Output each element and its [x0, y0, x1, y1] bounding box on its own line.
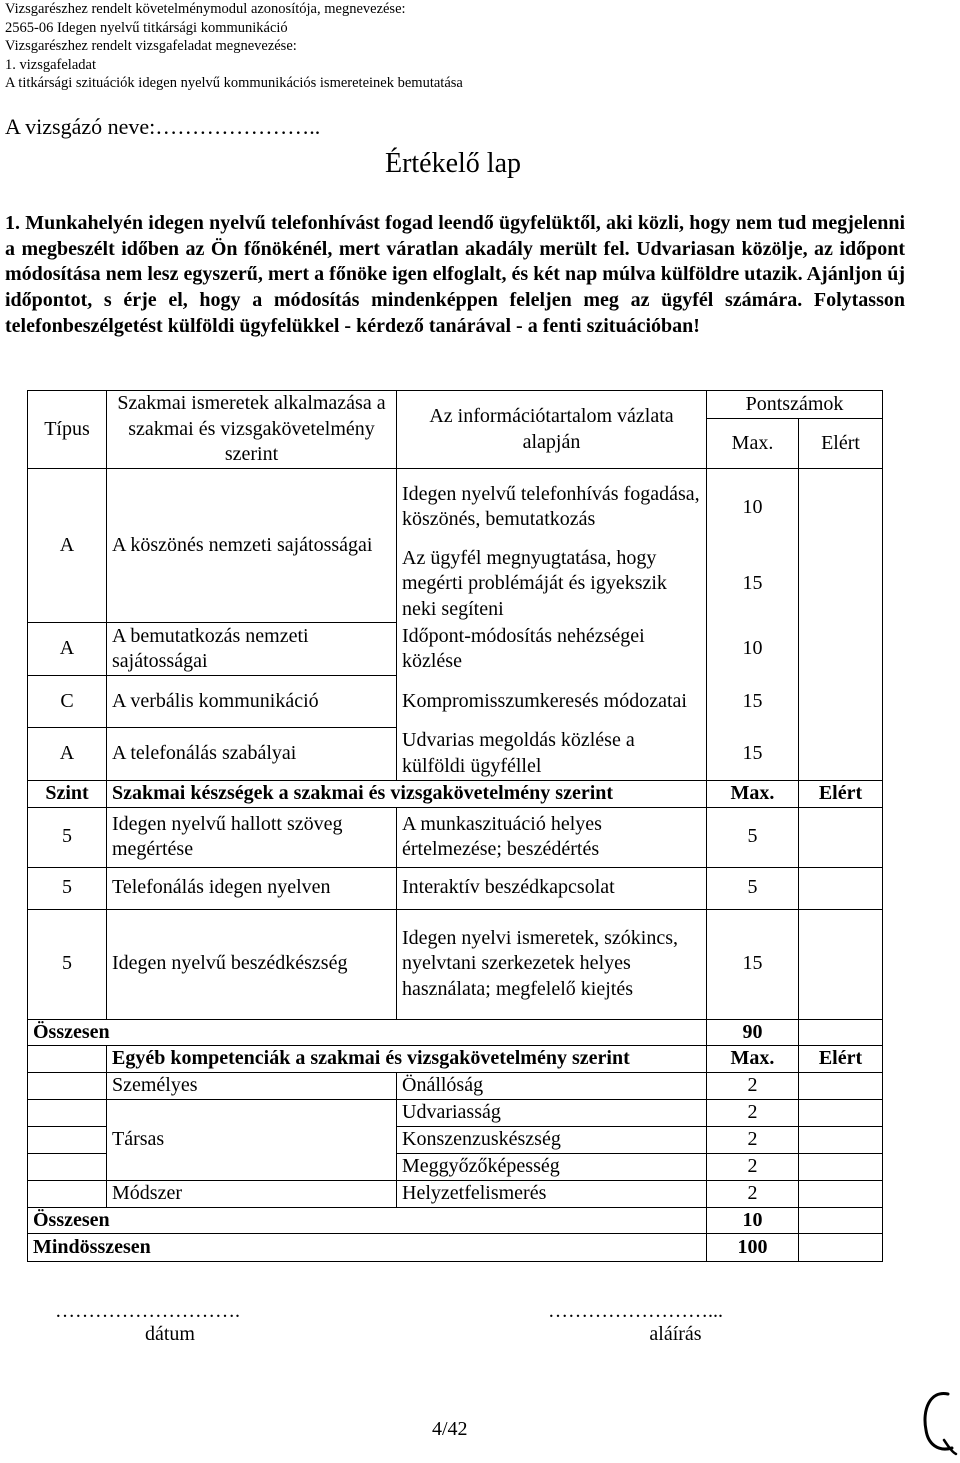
table-header-row — [28, 391, 883, 419]
candidate-name-label: A vizsgázó neve:………………….. — [5, 114, 321, 139]
header-line: Vizsgarészhez rendelt vizsgafeladat megnevezése: — [5, 38, 297, 55]
row-type: C — [28, 676, 107, 728]
empty-cell — [28, 1046, 107, 1073]
subtotal-row — [28, 1207, 883, 1234]
col-header-max: Max. — [707, 781, 799, 808]
page-number: 4/42 — [432, 1418, 468, 1440]
row-max: 2 — [707, 1099, 799, 1126]
row-max: 2 — [707, 1072, 799, 1099]
row-info: Időpont-módosítás nehézségei közlése — [397, 623, 707, 676]
row-max: 5 — [707, 807, 799, 867]
row-max: 2 — [707, 1126, 799, 1153]
document-header — [5, 0, 463, 93]
row-type: A — [28, 469, 107, 623]
col-header-level: Szint — [28, 781, 107, 808]
row-max: 15 — [707, 909, 799, 1019]
table-row — [28, 623, 883, 676]
row-info: Idegen nyelvi ismeretek, szókincs, nyelvtani szerkezetek helyes használata; megfelelő kiejtés — [397, 909, 707, 1019]
signature-label: aláírás — [649, 1323, 702, 1345]
row-earned — [799, 867, 883, 909]
section-title-other: Egyéb kompetenciák a szakmai és vizsgakövetelmény szerint — [107, 1046, 707, 1073]
grand-total-row — [28, 1234, 883, 1262]
evaluation-table — [27, 390, 883, 1262]
row-earned — [799, 676, 883, 728]
row-max: 15 — [707, 728, 799, 781]
subtotal-label: Összesen — [28, 1207, 707, 1234]
row-knowledge: A telefonálás szabályai — [107, 728, 397, 781]
row-item: Helyzetfelismerés — [397, 1180, 707, 1207]
table-row — [28, 807, 883, 867]
row-level: 5 — [28, 867, 107, 909]
section-header-row — [28, 781, 883, 808]
table-row — [28, 1180, 883, 1207]
row-type: A — [28, 728, 107, 781]
page-title: Értékelő lap — [384, 148, 522, 179]
row-max: 15 — [707, 676, 799, 728]
row-knowledge: A bemutatkozás nemzeti sajátosságai — [107, 623, 397, 676]
table-row — [28, 728, 883, 781]
row-level: 5 — [28, 807, 107, 867]
row-max: 10 — [707, 469, 799, 546]
row-knowledge: A köszönés nemzeti sajátosságai — [107, 469, 397, 623]
col-header-earned: Elért — [799, 1046, 883, 1073]
row-group: Személyes — [107, 1072, 397, 1099]
row-earned — [799, 728, 883, 781]
row-earned — [799, 1153, 883, 1180]
row-skill: Telefonálás idegen nyelven — [107, 867, 397, 909]
signature-dots: ……………………... — [548, 1300, 723, 1322]
section-title-skills: Szakmai készségek a szakmai és vizsgakövetelmény szerint — [107, 781, 707, 808]
col-header-points: Pontszámok — [707, 391, 883, 419]
grand-total-earned — [799, 1234, 883, 1262]
row-earned — [799, 1126, 883, 1153]
header-line: 1. vizsgafeladat — [5, 56, 96, 73]
grand-total-label: Mindösszesen — [28, 1234, 707, 1262]
row-item: Konszenzuskészség — [397, 1126, 707, 1153]
subtotal-row — [28, 1019, 883, 1046]
date-label: dátum — [145, 1323, 195, 1345]
row-knowledge: A verbális kommunikáció — [107, 676, 397, 728]
subtotal-label: Összesen — [28, 1019, 707, 1046]
empty-cell — [28, 1099, 107, 1126]
header-line: 2565-06 Idegen nyelvű titkársági kommunikáció — [5, 19, 288, 36]
row-earned — [799, 909, 883, 1019]
col-header-type: Típus — [28, 391, 107, 469]
row-max: 2 — [707, 1180, 799, 1207]
row-group: Módszer — [107, 1180, 397, 1207]
empty-cell — [28, 1153, 107, 1180]
subtotal-max: 90 — [707, 1019, 799, 1046]
table-row — [28, 909, 883, 1019]
row-info: A munkaszituáció helyes értelmezése; beszédértés — [397, 807, 707, 867]
row-info: Udvarias megoldás közlése a külföldi ügyféllel — [397, 728, 707, 781]
row-earned — [799, 1072, 883, 1099]
row-max: 2 — [707, 1153, 799, 1180]
row-item: Meggyőzőképesség — [397, 1153, 707, 1180]
row-info: Interaktív beszédkapcsolat — [397, 867, 707, 909]
section-header-row — [28, 1046, 883, 1073]
table-row — [28, 867, 883, 909]
col-header-max: Max. — [707, 419, 799, 469]
col-header-info: Az információtartalom vázlata alapján — [397, 391, 707, 469]
empty-cell — [28, 1072, 107, 1099]
table-row — [28, 676, 883, 728]
empty-cell — [28, 1126, 107, 1153]
signature-field — [548, 1300, 803, 1346]
header-line: A titkársági szituációk idegen nyelvű kommunikációs ismereteinek bemutatása — [5, 75, 463, 92]
subtotal-earned — [799, 1207, 883, 1234]
row-info: Kompromisszumkeresés módozatai — [397, 676, 707, 728]
row-earned — [799, 623, 883, 676]
col-header-max: Max. — [707, 1046, 799, 1073]
row-level: 5 — [28, 909, 107, 1019]
date-dots: ………………………. — [55, 1300, 240, 1322]
col-header-earned: Elért — [799, 781, 883, 808]
row-group: Társas — [107, 1099, 397, 1180]
col-header-knowledge: Szakmai ismeretek alkalmazása a szakmai és vizsgakövetelmény szerint — [107, 391, 397, 469]
table-row — [28, 1099, 883, 1126]
col-header-earned: Elért — [799, 419, 883, 469]
task-description: 1. Munkahelyén idegen nyelvű telefonhívást fogad leendő ügyfelüktől, aki közli, hogy nem tud megjelenni a megbeszélt időben az Ön főnökénél, mert váratlan akadály merült fel. Udvariasan közölje, az időpont módosítása nem lesz egyszerű, mert a főnöke igen elfoglalt, és két nap múlva külföldre utazik. Ajánljon új időpontot, s érje el, hogy a módosítás mindenképpen feleljen meg az ügyfél számára. Folytasson telefonbeszélgetést külföldi ügyfelükkel - kérdező tanárával - a fenti szituációban! — [5, 212, 905, 337]
row-earned — [799, 469, 883, 623]
handwritten-initial-icon — [918, 1388, 958, 1458]
table-row — [28, 469, 883, 546]
row-skill: Idegen nyelvű beszédkészség — [107, 909, 397, 1019]
subtotal-earned — [799, 1019, 883, 1046]
row-skill: Idegen nyelvű hallott szöveg megértése — [107, 807, 397, 867]
row-earned — [799, 1180, 883, 1207]
row-info: Az ügyfél megnyugtatása, hogy megérti problémáját és igyekszik neki segíteni — [397, 546, 707, 623]
row-item: Udvariasság — [397, 1099, 707, 1126]
table-row — [28, 1072, 883, 1099]
row-max: 5 — [707, 867, 799, 909]
row-type: A — [28, 623, 107, 676]
row-earned — [799, 1099, 883, 1126]
grand-total-max: 100 — [707, 1234, 799, 1262]
empty-cell — [28, 1180, 107, 1207]
date-field — [55, 1300, 285, 1346]
row-item: Önállóság — [397, 1072, 707, 1099]
subtotal-max: 10 — [707, 1207, 799, 1234]
row-max: 10 — [707, 623, 799, 676]
row-max: 15 — [707, 546, 799, 623]
row-earned — [799, 807, 883, 867]
header-line: Vizsgarészhez rendelt követelménymodul azonosítója, megnevezése: — [5, 1, 406, 17]
row-info: Idegen nyelvű telefonhívás fogadása, köszönés, bemutatkozás — [397, 469, 707, 546]
